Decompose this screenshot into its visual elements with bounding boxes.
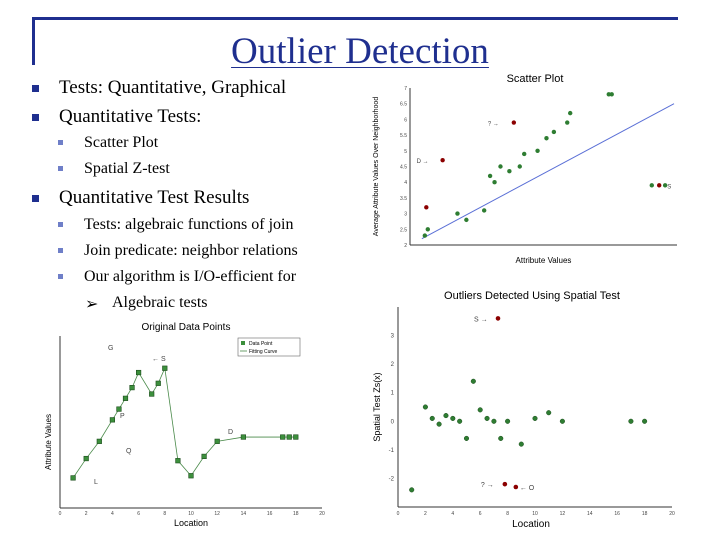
data-point	[464, 436, 469, 441]
data-point	[451, 416, 456, 421]
x-axis-label: Attribute Values	[515, 256, 572, 265]
square-bullet-icon	[32, 195, 39, 202]
data-point	[430, 416, 435, 421]
data-point	[565, 120, 569, 124]
data-point	[533, 416, 538, 421]
data-point	[544, 136, 548, 140]
x-tick-label: 16	[266, 511, 273, 517]
y-tick-label: 4	[404, 180, 407, 187]
y-tick-label: 5.5	[400, 133, 407, 140]
outlier-label: ← O	[519, 485, 535, 492]
outlier-point	[424, 205, 428, 209]
data-point	[444, 413, 449, 418]
data-point	[156, 381, 161, 386]
square-bullet-icon	[58, 222, 63, 227]
data-point	[426, 227, 430, 231]
fitting-curve	[73, 368, 296, 478]
x-tick-label: 6	[478, 511, 482, 517]
spatial-test-chart	[368, 285, 680, 530]
data-point	[215, 439, 220, 444]
data-point	[163, 366, 168, 371]
chart-title: Scatter Plot	[506, 73, 564, 85]
data-point	[97, 439, 102, 444]
y-axis-label: Average Attribute Values Over Neighborhood	[373, 96, 380, 237]
sub-bullet-text: Scatter Plot	[84, 134, 159, 151]
annotation-label: D	[228, 429, 234, 436]
x-tick-label: 12	[214, 511, 220, 517]
x-tick-label: 16	[614, 511, 620, 517]
data-point	[535, 149, 539, 153]
scatter-plot-chart	[365, 70, 685, 270]
outlier-point	[514, 485, 519, 490]
annotation-label: ← S	[152, 356, 166, 363]
data-point	[71, 476, 76, 481]
data-point	[519, 442, 524, 447]
data-point	[130, 385, 135, 390]
data-point	[498, 164, 502, 168]
outlier-label: S →	[474, 316, 488, 324]
sub-bullet-text: Spatial Z-test	[84, 160, 170, 177]
y-tick-label: 2	[390, 362, 394, 369]
data-point	[522, 152, 526, 156]
data-point	[485, 416, 490, 421]
square-bullet-icon	[32, 114, 39, 121]
x-axis-label: Location	[173, 518, 209, 528]
data-point	[149, 392, 154, 397]
data-point	[629, 419, 634, 424]
y-tick-label: 4.5	[400, 164, 407, 171]
data-point	[409, 488, 414, 493]
square-bullet-icon	[58, 140, 63, 145]
outlier-point	[657, 183, 661, 187]
sub-bullet-text: Our algorithm is I/O-efficient for	[84, 268, 297, 285]
x-axis-label: Location	[512, 519, 550, 530]
data-point	[455, 211, 459, 215]
x-tick-label: 14	[240, 511, 247, 517]
y-tick-label: -1	[388, 447, 394, 454]
data-point	[437, 422, 442, 427]
data-point	[176, 458, 181, 463]
slide-title: Outlier Detection	[231, 31, 489, 72]
bullet-text: Tests: Quantitative, Graphical	[59, 77, 287, 98]
y-tick-label: 1	[390, 390, 394, 397]
x-tick-label: 4	[451, 511, 455, 517]
data-point	[488, 174, 492, 178]
square-bullet-icon	[58, 166, 63, 171]
outlier-label: D →	[416, 159, 429, 166]
data-point	[241, 435, 246, 440]
x-tick-label: 18	[293, 511, 299, 517]
sub-bullet-text: Tests: algebraic functions of join	[84, 216, 294, 233]
fit-line	[422, 104, 674, 239]
data-point	[136, 370, 141, 375]
x-tick-label: 2	[84, 511, 88, 517]
data-point	[552, 130, 556, 134]
data-point	[482, 208, 486, 212]
outlier-point	[512, 120, 516, 124]
y-tick-label: 2	[404, 243, 407, 249]
data-point	[457, 419, 462, 424]
square-bullet-icon	[58, 274, 63, 279]
annotation-label: P	[120, 413, 125, 420]
data-point	[117, 407, 122, 412]
data-point	[518, 164, 522, 168]
data-point	[294, 435, 299, 440]
outlier-label: ? →	[480, 482, 494, 490]
y-tick-label: 2.5	[400, 227, 407, 234]
annotation-label: G	[108, 345, 114, 352]
square-bullet-icon	[58, 248, 63, 253]
data-point	[498, 436, 503, 441]
data-point	[568, 111, 572, 115]
x-tick-label: 8	[163, 511, 167, 517]
y-tick-label: 6.5	[400, 101, 407, 108]
x-tick-label: 0	[58, 511, 62, 517]
data-point	[471, 379, 476, 384]
square-bullet-icon	[32, 85, 39, 92]
y-tick-label: 3	[390, 333, 394, 340]
x-tick-label: 10	[188, 511, 194, 517]
data-point	[189, 473, 194, 478]
annotation-label: L	[94, 479, 98, 486]
x-tick-label: 18	[641, 511, 648, 517]
subsub-bullet-text: Algebraic tests	[112, 294, 208, 311]
y-tick-label: 3	[404, 211, 407, 218]
data-point	[84, 456, 89, 461]
data-point	[507, 169, 511, 173]
y-tick-label: 6	[404, 117, 407, 124]
data-point	[287, 435, 292, 440]
legend-label: Data Point	[249, 341, 273, 347]
outlier-label: ? →	[487, 121, 499, 128]
data-point	[280, 435, 285, 440]
data-point	[123, 396, 128, 401]
data-point	[546, 410, 551, 415]
bullet-text: Quantitative Test Results	[59, 187, 250, 208]
data-point	[110, 418, 115, 423]
data-point	[423, 405, 428, 410]
y-axis-label: Spatial Test Zs(x)	[372, 372, 382, 442]
x-tick-label: 0	[396, 511, 400, 517]
data-point	[560, 419, 565, 424]
original-data-chart	[42, 318, 332, 533]
x-tick-label: 20	[319, 511, 325, 517]
y-tick-label: -2	[388, 476, 394, 483]
data-point	[650, 183, 654, 187]
annotation-label: Q	[126, 448, 132, 455]
data-point	[202, 454, 207, 459]
y-tick-label: 3.5	[400, 195, 407, 202]
title-frame-top	[32, 17, 678, 20]
y-tick-label: 5	[404, 148, 407, 155]
chart-title: Original Data Points	[141, 322, 231, 333]
bullet-text: Quantitative Tests:	[59, 106, 202, 127]
x-tick-label: 8	[506, 511, 509, 517]
x-tick-label: 12	[559, 511, 566, 517]
data-point	[492, 180, 496, 184]
x-tick-label: 20	[669, 511, 675, 517]
arrow-bullet-icon: ➢	[85, 296, 99, 313]
y-tick-label: 7	[404, 86, 407, 92]
outlier-point	[503, 482, 508, 487]
y-axis-label: Attribute Values	[44, 414, 53, 470]
chart-title: Outliers Detected Using Spatial Test	[444, 290, 620, 302]
outlier-label: S	[667, 184, 672, 191]
y-tick-label: 0	[390, 419, 394, 426]
data-point	[505, 419, 510, 424]
x-tick-label: 14	[587, 511, 593, 517]
legend-marker	[241, 341, 245, 345]
data-point	[423, 233, 427, 237]
x-tick-label: 10	[532, 511, 538, 517]
data-point	[492, 419, 497, 424]
outlier-point	[496, 316, 501, 321]
sub-bullet-text: Join predicate: neighbor relations	[84, 242, 298, 259]
outlier-point	[440, 158, 444, 162]
legend-label: Fitting Curve	[249, 349, 278, 355]
x-tick-label: 2	[424, 511, 427, 517]
data-point	[478, 408, 483, 413]
data-point	[610, 92, 614, 96]
x-tick-label: 6	[137, 511, 140, 517]
data-point	[642, 419, 647, 424]
data-point	[464, 218, 468, 222]
x-tick-label: 4	[111, 511, 114, 517]
